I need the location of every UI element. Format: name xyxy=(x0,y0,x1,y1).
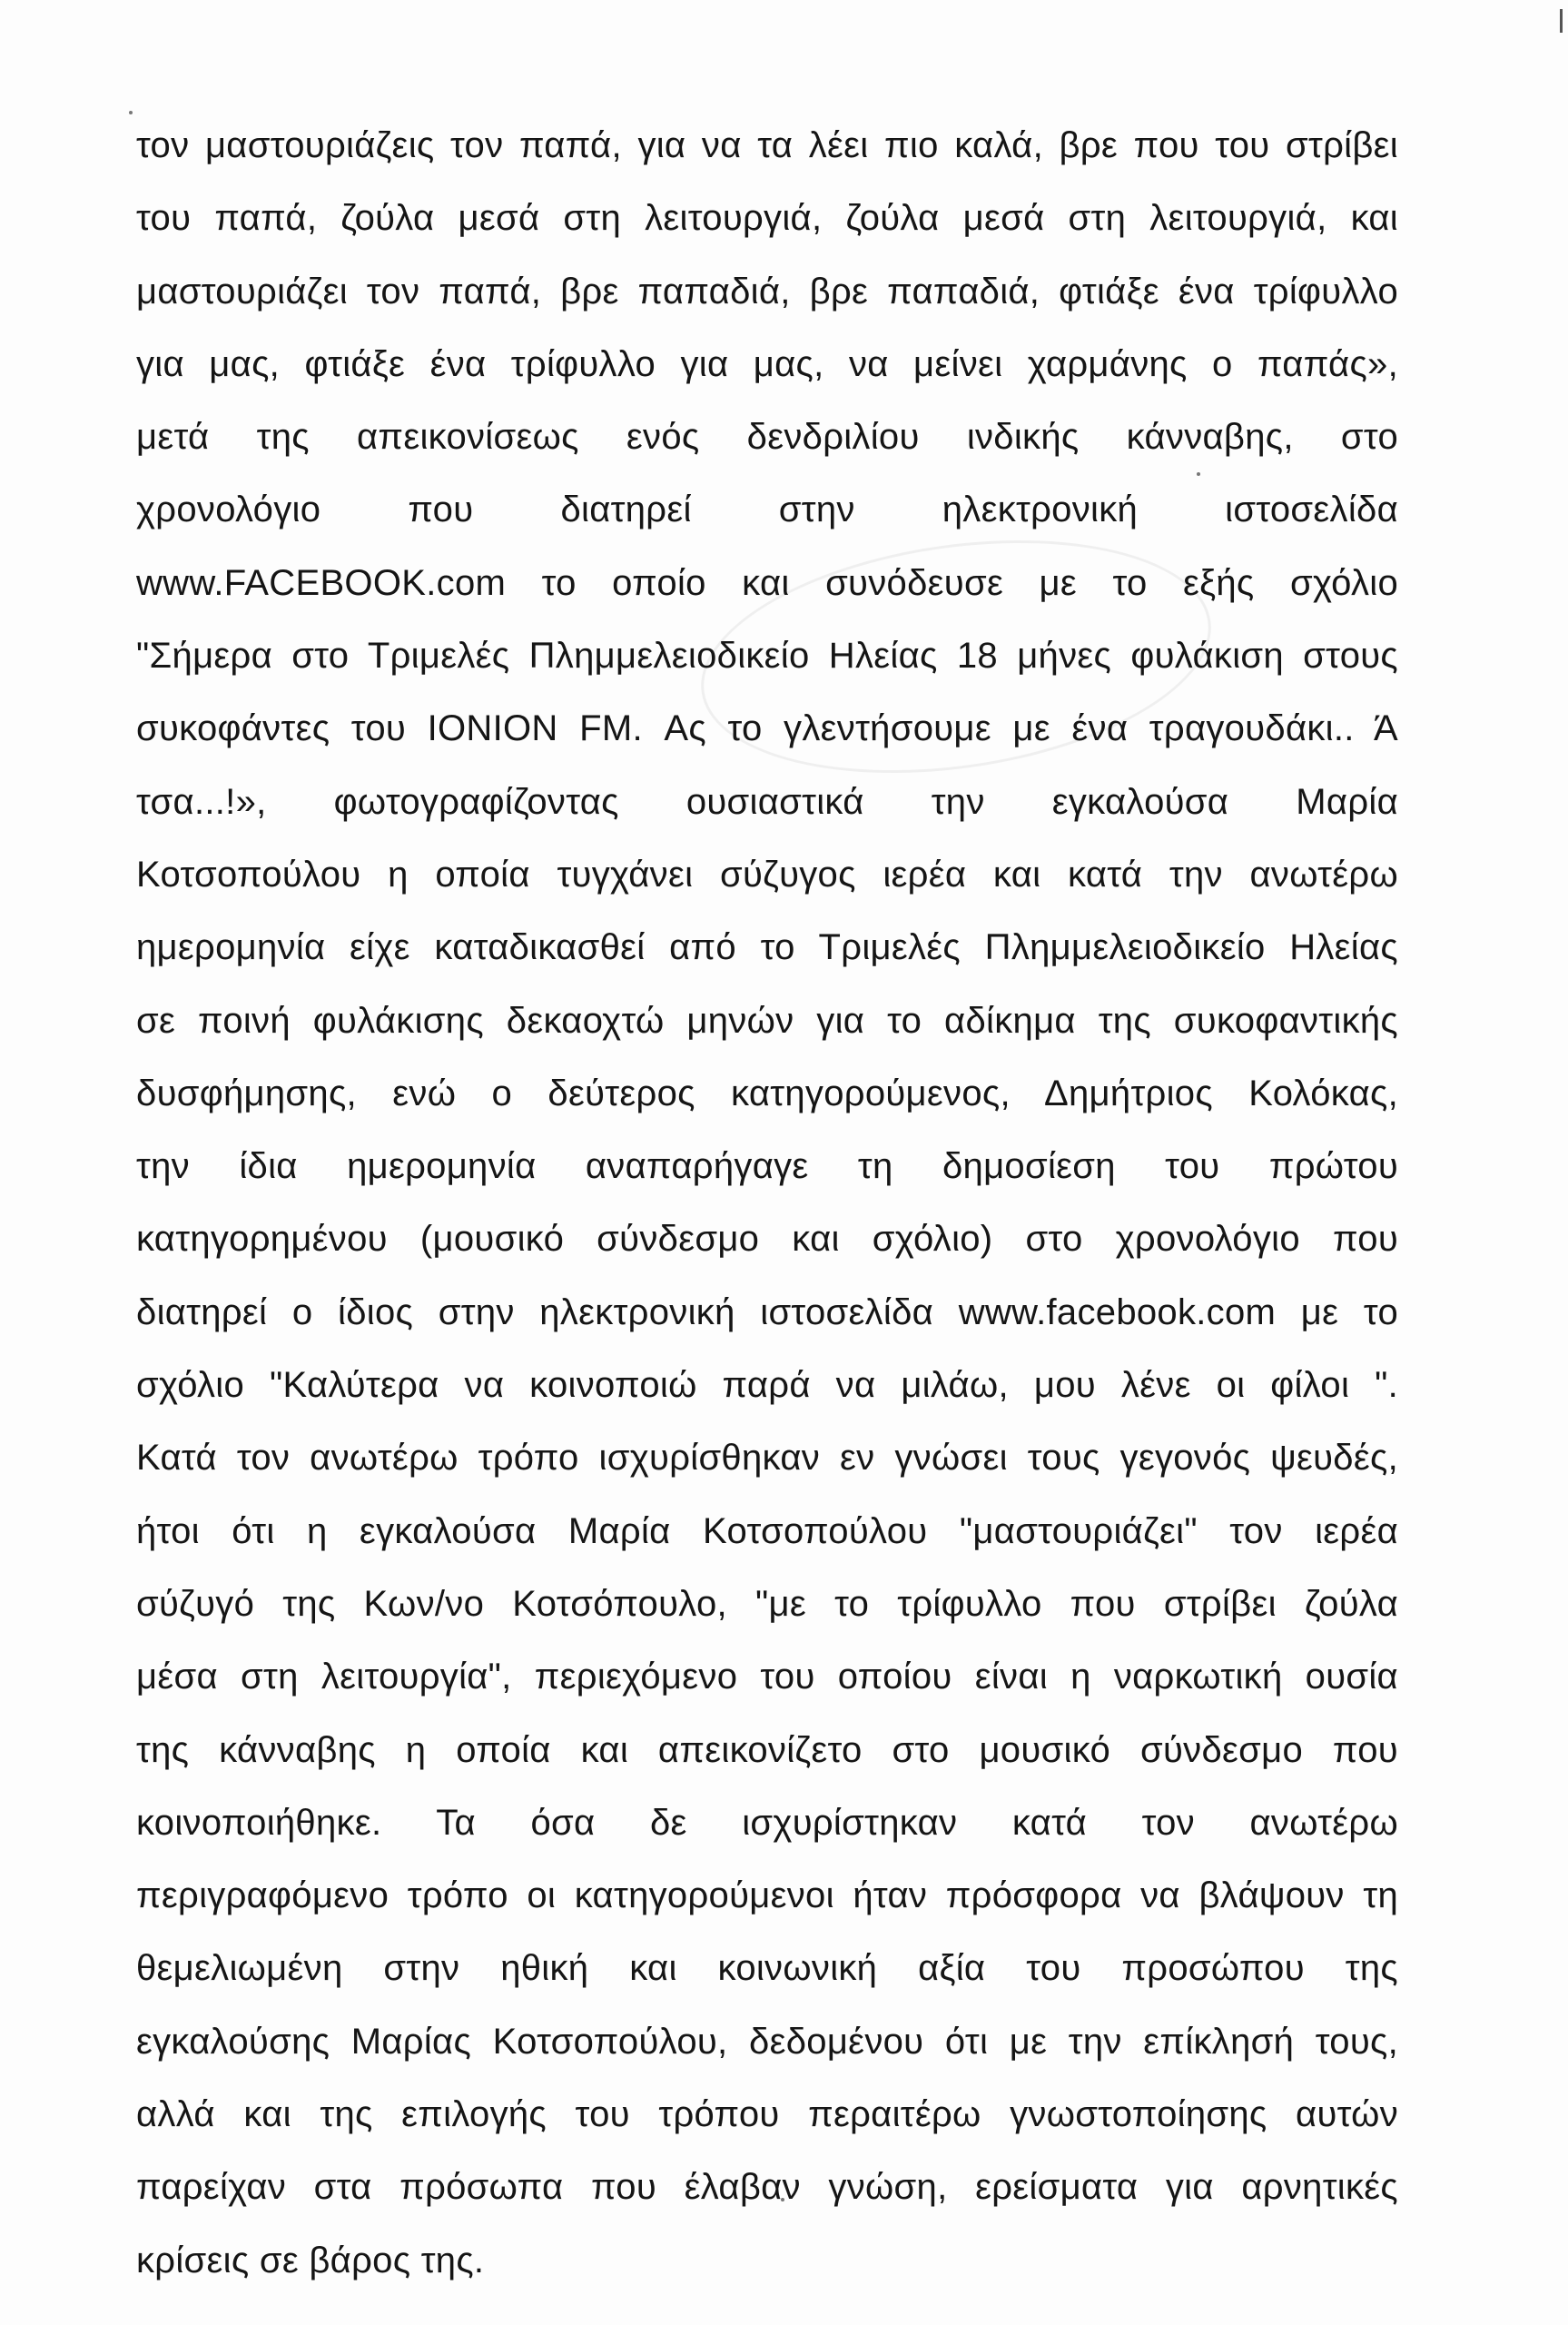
text-line: την ίδια ημερομηνία αναπαρήγαγε τη δημοσίεση του πρώτου xyxy=(136,1146,1398,1187)
text-line: διατηρεί ο ίδιος στην ηλεκτρονική ιστοσελίδα www.facebook.com με το xyxy=(136,1291,1398,1332)
text-line: για μας, φτιάξε ένα τρίφυλλο για μας, να μείνει χαρμάνης ο παπάς», xyxy=(136,343,1398,384)
scan-speck xyxy=(129,111,133,114)
text-line: δυσφήμησης, ενώ ο δεύτερος κατηγορούμενος, Δημήτριος Κολόκας, xyxy=(136,1073,1398,1113)
text-line: συκοφάντες του IONION FM. Ας το γλεντήσουμε με ένα τραγουδάκι.. Ά xyxy=(136,708,1398,749)
text-line: τσα...!», φωτογραφίζοντας ουσιαστικά την εγκαλούσα Μαρία xyxy=(136,781,1398,822)
page-edge-mark xyxy=(1551,9,1563,33)
text-line: θεμελιωμένη στην ηθική και κοινωνική αξία του προσώπου της xyxy=(136,1948,1398,1989)
text-line: της κάνναβης η οποία και απεικονίζετο στο μουσικό σύνδεσμο που xyxy=(136,1729,1398,1770)
text-line: σχόλιο "Καλύτερα να κοινοποιώ παρά να μιλάω, μου λένε οι φίλοι ". xyxy=(136,1365,1398,1406)
text-line: κατηγορημένου (μουσικό σύνδεσμο και σχόλιο) στο χρονολόγιο που xyxy=(136,1219,1398,1260)
text-line: χρονολόγιο που διατηρεί στην ηλεκτρονική ιστοσελίδα xyxy=(136,490,1398,530)
text-line: σε ποινή φυλάκισης δεκαοχτώ μηνών για το αδίκημα της συκοφαντικής xyxy=(136,1000,1398,1041)
text-line-last: κρίσεις σε βάρος της. xyxy=(136,2240,485,2280)
text-line: αλλά και της επιλογής του τρόπου περαιτέρω γνωστοποίησης αυτών xyxy=(136,2094,1398,2135)
text-line: του παπά, ζούλα μεσά στη λειτουργιά, ζούλα μεσά στη λειτουργιά, και xyxy=(136,198,1398,239)
text-line: ημερομηνία είχε καταδικασθεί από το Τριμελές Πλημμελειοδικείο Ηλείας xyxy=(136,927,1398,968)
text-line: παρείχαν στα πρόσωπα που έλαβαν γνώση, ερείσματα για αρνητικές xyxy=(136,2167,1398,2208)
text-line: ήτοι ότι η εγκαλούσα Μαρία Κοτσοπούλου "μαστουριάζει" τον ιερέα xyxy=(136,1510,1398,1551)
text-line: Κατά τον ανωτέρω τρόπο ισχυρίσθηκαν εν γνώσει τους γεγονός ψευδές, xyxy=(136,1438,1398,1479)
text-line: εγκαλούσης Μαρίας Κοτσοπούλου, δεδομένου ότι με την επίκλησή τους, xyxy=(136,2021,1398,2062)
text-line: σύζυγό της Κων/νο Κοτσόπουλο, "με το τρίφυλλο που στρίβει ζούλα xyxy=(136,1583,1398,1624)
text-line: περιγραφόμενο τρόπο οι κατηγορούμενοι ήταν πρόσφορα να βλάψουν τη xyxy=(136,1875,1398,1916)
text-line: μαστουριάζει τον παπά, βρε παπαδιά, βρε παπαδιά, φτιάξε ένα τρίφυλλο xyxy=(136,271,1398,312)
text-line: "Σήμερα στο Τριμελές Πλημμελειοδικείο Ηλείας 18 μήνες φυλάκιση στους xyxy=(136,636,1398,677)
text-line: κοινοποιήθηκε. Τα όσα δε ισχυρίστηκαν κατά τον ανωτέρω xyxy=(136,1802,1398,1843)
text-line: μέσα στη λειτουργία", περιεχόμενο του οποίου είναι η ναρκωτική ουσία xyxy=(136,1657,1398,1697)
text-line: Κοτσοπούλου η οποία τυγχάνει σύζυγος ιερέα και κατά την ανωτέρω xyxy=(136,854,1398,895)
body-text xyxy=(136,109,1398,2297)
text-line: www.FACEBOOK.com το οποίο και συνόδευσε με το εξής σχόλιο xyxy=(136,562,1398,603)
text-line: τον μαστουριάζεις τον παπά, για να τα λέει πιο καλά, βρε που του στρίβει xyxy=(136,125,1398,165)
text-line: μετά της απεικονίσεως ενός δενδριλίου ινδικής κάνναβης, στο xyxy=(136,417,1398,458)
